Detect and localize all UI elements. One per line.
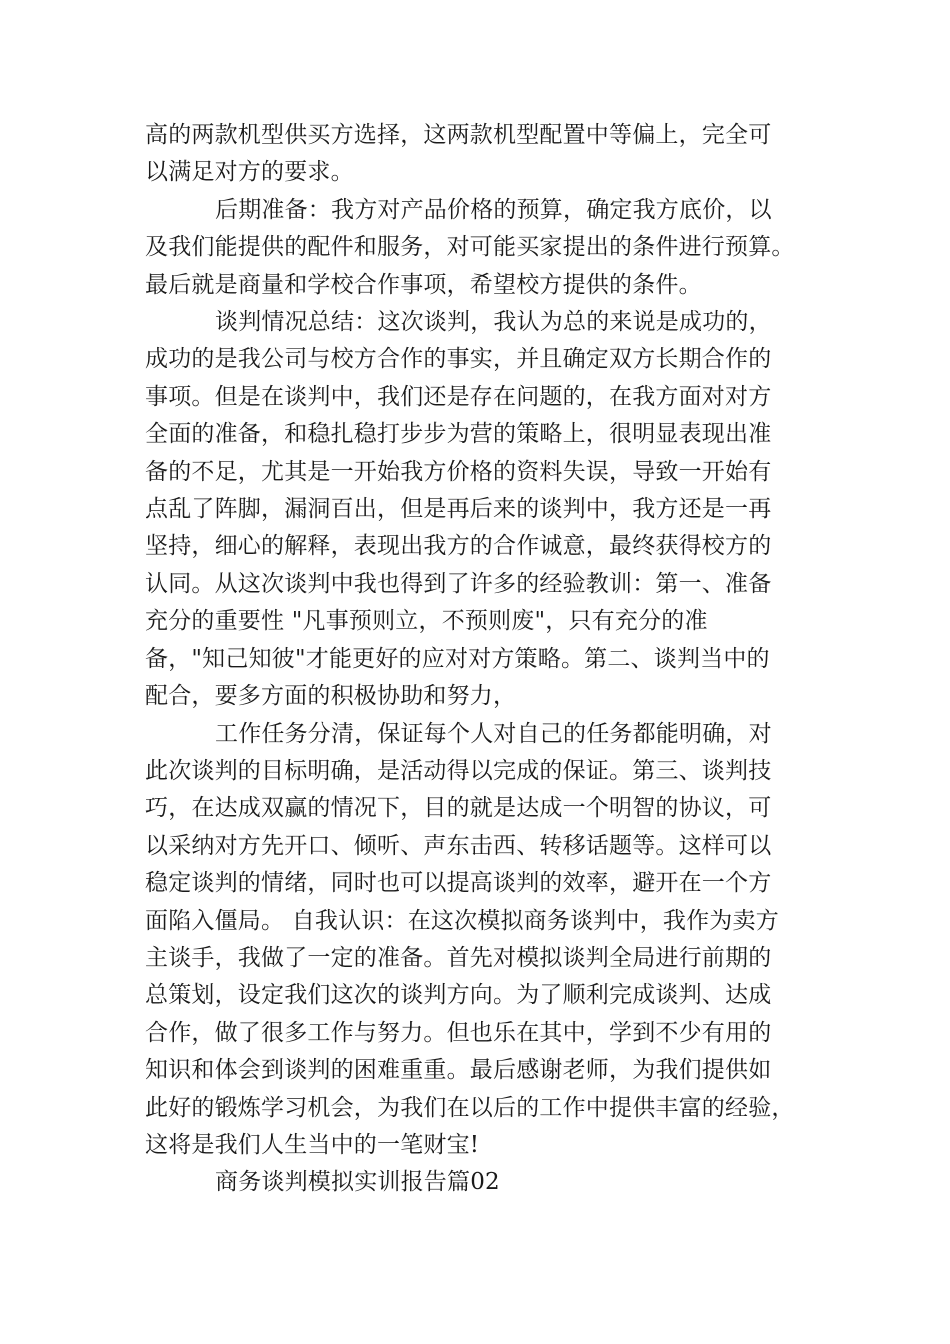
text-line: 主谈手，我做了一定的准备。首先对模拟谈判全局进行前期的 [145, 944, 772, 971]
text-line: 工作任务分清，保证每个人对自己的任务都能明确，对 [215, 720, 772, 747]
text-line: 以采纳对方先开口、倾听、声东击西、转移话题等。这样可以 [145, 832, 772, 859]
text-line: 合作，做了很多工作与努力。但也乐在其中，学到不少有用的 [145, 1019, 772, 1046]
text-line: 备，"知己知彼"才能更好的应对对方策略。第二、谈判当中的 [145, 645, 770, 672]
text-line: 点乱了阵脚，漏洞百出，但是再后来的谈判中，我方还是一再 [145, 496, 772, 523]
text-line: 谈判情况总结：这次谈判，我认为总的来说是成功的， [215, 309, 772, 336]
text-line: 巧，在达成双赢的情况下，目的就是达成一个明智的协议，可 [145, 795, 772, 822]
text-line: 这将是我们人生当中的一笔财宝! [145, 1131, 480, 1158]
text-line: 高的两款机型供买方选择，这两款机型配置中等偏上，完全可 [145, 122, 772, 148]
text-line: 面陷入僵局。 自我认识：在这次模拟商务谈判中，我作为卖方 [145, 907, 779, 934]
text-line: 成功的是我公司与校方合作的事实，并且确定双方长期合作的 [145, 346, 772, 373]
text-line: 知识和体会到谈判的困难重重。最后感谢老师，为我们提供如 [145, 1057, 772, 1084]
text-line: 认同。从这次谈判中我也得到了许多的经验教训：第一、准备 [145, 570, 772, 597]
section-heading: 商务谈判模拟实训报告篇02 [215, 1169, 500, 1196]
paragraph-1 [145, 117, 810, 192]
text-line: 总策划，设定我们这次的谈判方向。为了顺利完成谈判、达成 [145, 982, 772, 1009]
paragraph-4 [145, 716, 810, 1165]
text-line: 事项。但是在谈判中，我们还是存在问题的，在我方面对对方 [145, 383, 772, 410]
text-line: 充分的重要性 "凡事预则立，不预则废"，只有充分的准 [145, 608, 708, 635]
paragraph-3 [145, 304, 810, 715]
text-line: 此次谈判的目标明确，是活动得以完成的保证。第三、谈判技 [145, 757, 772, 784]
text-line: 坚持，细心的解释，表现出我方的合作诚意，最终获得校方的 [145, 533, 772, 560]
text-line: 配合，要多方面的积极协助和努力， [145, 683, 517, 710]
text-line: 全面的准备，和稳扎稳打步步为营的策略上，很明显表现出准 [145, 421, 772, 448]
text-line: 后期准备：我方对产品价格的预算，确定我方底价，以 [215, 196, 772, 223]
paragraph-2 [145, 192, 810, 304]
text-line: 以满足对方的要求。 [145, 159, 354, 186]
document-body [145, 117, 810, 1202]
text-line: 及我们能提供的配件和服务，对可能买家提出的条件进行预算。 [145, 234, 795, 261]
text-line: 此好的锻炼学习机会，为我们在以后的工作中提供丰富的经验， [145, 1094, 795, 1121]
text-line: 稳定谈判的情绪，同时也可以提高谈判的效率，避开在一个方 [145, 870, 772, 897]
text-line: 备的不足，尤其是一开始我方价格的资料失误，导致一开始有 [145, 458, 772, 485]
text-line: 最后就是商量和学校合作事项，希望校方提供的条件。 [145, 271, 702, 298]
